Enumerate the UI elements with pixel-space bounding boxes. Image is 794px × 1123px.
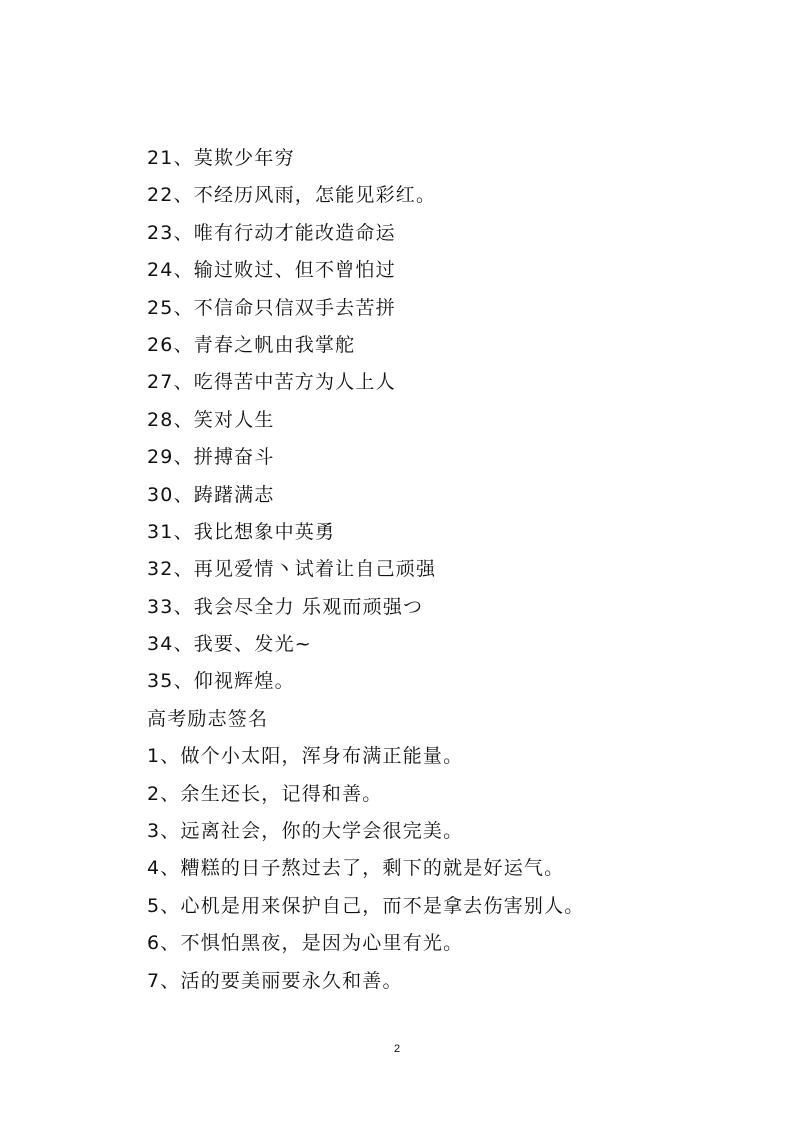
page-number: 2 [393, 1043, 401, 1055]
text-line: 21、莫欺少年穷 [147, 147, 295, 169]
text-line: 29、拼搏奋斗 [147, 446, 275, 469]
text-line: 22、不经历风雨，怎能见彩红。 [147, 184, 437, 207]
text-line: 25、不信命只信双手去苦拼 [147, 296, 396, 319]
text-line: 7、活的要美丽要永久和善。 [147, 969, 403, 992]
text-body [147, 140, 707, 1000]
text-line: 35、仰视辉煌。 [147, 670, 295, 693]
section-heading: 高考励志签名 [147, 707, 269, 730]
text-line: 31、我比想象中英勇 [147, 520, 336, 543]
text-line: 32、再见爱情丶试着让自己顽强 [147, 558, 437, 581]
text-line: 6、不惧怕黑夜，是因为心里有光。 [147, 932, 464, 955]
text-line: 23、唯有行动才能改造命运 [147, 221, 396, 244]
text-line: 30、踌躇满志 [147, 483, 275, 506]
text-line: 34、我要、发光~ [147, 633, 312, 656]
text-line: 1、做个小太阳，浑身布满正能量。 [147, 745, 464, 768]
text-line: 27、吃得苦中苦方为人上人 [147, 371, 396, 394]
text-line: 24、输过败过、但不曾怕过 [147, 259, 396, 282]
text-line: 33、我会尽全力 乐观而顽强つ [147, 595, 424, 618]
text-line: 3、远离社会，你的大学会很完美。 [147, 820, 464, 843]
text-line: 28、笑对人生 [147, 408, 275, 431]
text-line: 2、余生还长，记得和善。 [147, 782, 383, 805]
text-line: 5、心机是用来保护自己，而不是拿去伤害别人。 [147, 894, 585, 917]
text-line: 4、糟糕的日子熬过去了，剩下的就是好运气。 [147, 857, 565, 880]
text-line: 26、青春之帆由我掌舵 [147, 333, 356, 356]
